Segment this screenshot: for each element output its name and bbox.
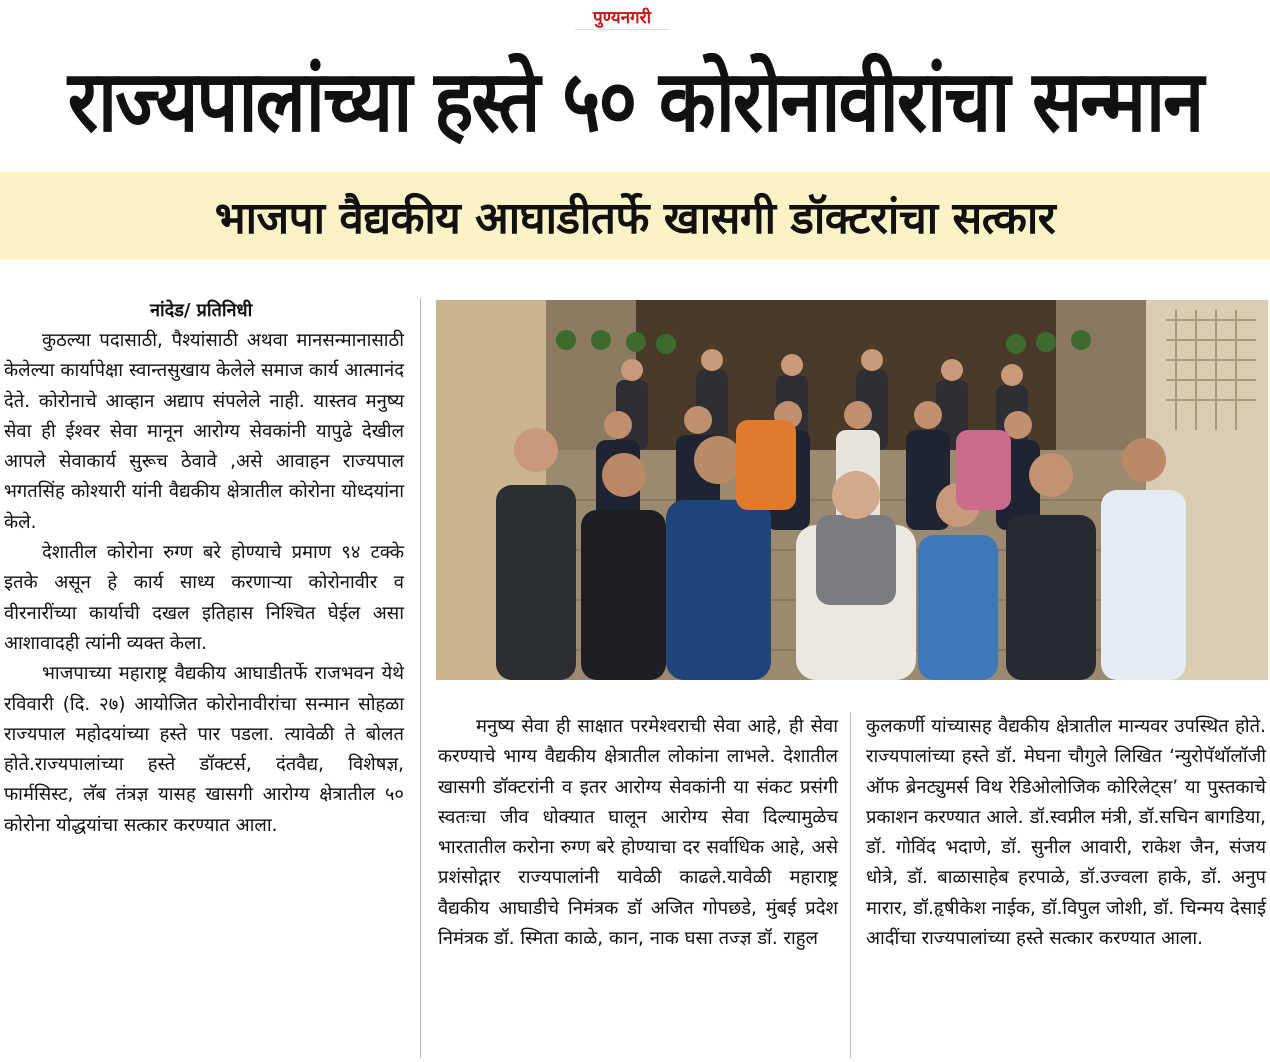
column-divider <box>420 298 421 1058</box>
paragraph: मनुष्य सेवा ही साक्षात परमेश्वराची सेवा आहे, ही सेवा करण्याचे भाग्य वैद्यकीय क्षेत्रातील लोकांना लाभले. देशातील खासगी डॉक्टरांनी व इतर आरोग्य सेवकांनी या संकट प्रसंगी स्वतःचा जीव धोक्यात घालून आरोग्य सेवा दिल्यामुळेच भारतातील करोना रुग्ण बरे होण्याचा दर सर्वाधिक आहे, असे प्रशंसोद्गार राज्यपालांनी यावेळी काढले.यावेळी महाराष्ट्र वैद्यकीय आघाडीचे निमंत्रक डॉ अजित गोपछडे, मुंबई प्रदेश निमंत्रक डॉ. स्मिता काळे, कान, नाक घसा तज्ज्ञ डॉ. राहुल <box>438 716 838 950</box>
headline: राज्यपालांच्या हस्ते ५० कोरोनावीरांचा सन्मान <box>67 51 1203 151</box>
masthead-brand: पुण्यनगरी <box>593 8 651 28</box>
paragraph: देशातील कोरोना रुग्ण बरे होण्याचे प्रमाण ९४ टक्के इतके असून हे कार्य साध्य करणाऱ्या कोरोनावीर व वीरनारींच्या कार्याची दखल इतिहास निश्चित घेईल असा आशावादही त्यांनी व्यक्त केला. <box>4 542 404 654</box>
column-divider <box>850 712 851 1058</box>
masthead-logo <box>574 4 670 30</box>
subheadline-bar <box>0 172 1270 260</box>
subheadline: भाजपा वैद्यकीय आघाडीतर्फे खासगी डॉक्टरांचा सत्कार <box>214 193 1056 244</box>
article-column-left <box>4 326 404 841</box>
byline: नांदेड/ प्रतिनिधी <box>150 300 253 321</box>
article-column-right <box>866 712 1266 954</box>
paragraph: भाजपाच्या महाराष्ट्र वैद्यकीय आघाडीतर्फे राजभवन येथे रविवारी (दि. २७) आयोजित कोरोनावीरांचा सन्मान सोहळा राज्यपाल महोदयांच्या हस्ते पार पडला. त्यावेळी ते बोलत होते.राज्यपालांच्या हस्ते डॉक्टर्स, दंतवैद्य, विशेषज्ञ, फार्मसिस्ट, लॅब तंत्रज्ञ यासह खासगी आरोग्य क्षेत्रातील ५० कोरोना योद्धयांचा सत्कार करण्यात आला. <box>4 663 404 836</box>
paragraph: कुठल्या पदासाठी, पैश्यांसाठी अथवा मानसन्मानासाठी केलेल्या कार्यापेक्षा स्वान्तसुखाय केलेले समाज कार्य आत्मानंद देते. कोरोनाचे आव्हान अद्याप संपलेले नाही. यास्तव मनुष्य सेवा ही ईश्वर सेवा मानून आरोग्य सेवकांनी यापुढे देखील आपले सेवाकार्य सुरूच ठेवावे ,असे आवाहन राज्यपाल भगतसिंह कोश्यारी यांनी वैद्यकीय क्षेत्रातील कोरोना योध्दयांना केले. <box>4 330 404 533</box>
article-column-middle <box>438 712 838 954</box>
group-photo-icon <box>436 300 1268 680</box>
paragraph: कुलकर्णी यांच्यासह वैद्यकीय क्षेत्रातील मान्यवर उपस्थित होते. राज्यपालांच्या हस्ते डॉ. मेघना चौगुले लिखित ‘न्युरोपॅथॉलॉजी ऑफ ब्रेनट्युमर्स विथ रेडिओलोजिक कोरिलेट्स’ या पुस्तकाचे प्रकाशन करण्यात आले. डॉ.स्वप्नील मंत्री, डॉ.सचिन बागडिया, डॉ. गोविंद भदाणे, डॉ. सुनील आवारी, राकेश जैन, संजय धोत्रे, डॉ. बाळासाहेब हरपाळे, डॉ.उज्वला हाके, डॉ. अनुप मारार, डॉ.हृषीकेश नाईक, डॉ.विपुल जोशी, डॉ. चिन्मय देसाई आदींचा राज्यपालांच्या हस्ते सत्कार करण्यात आला. <box>866 716 1266 950</box>
